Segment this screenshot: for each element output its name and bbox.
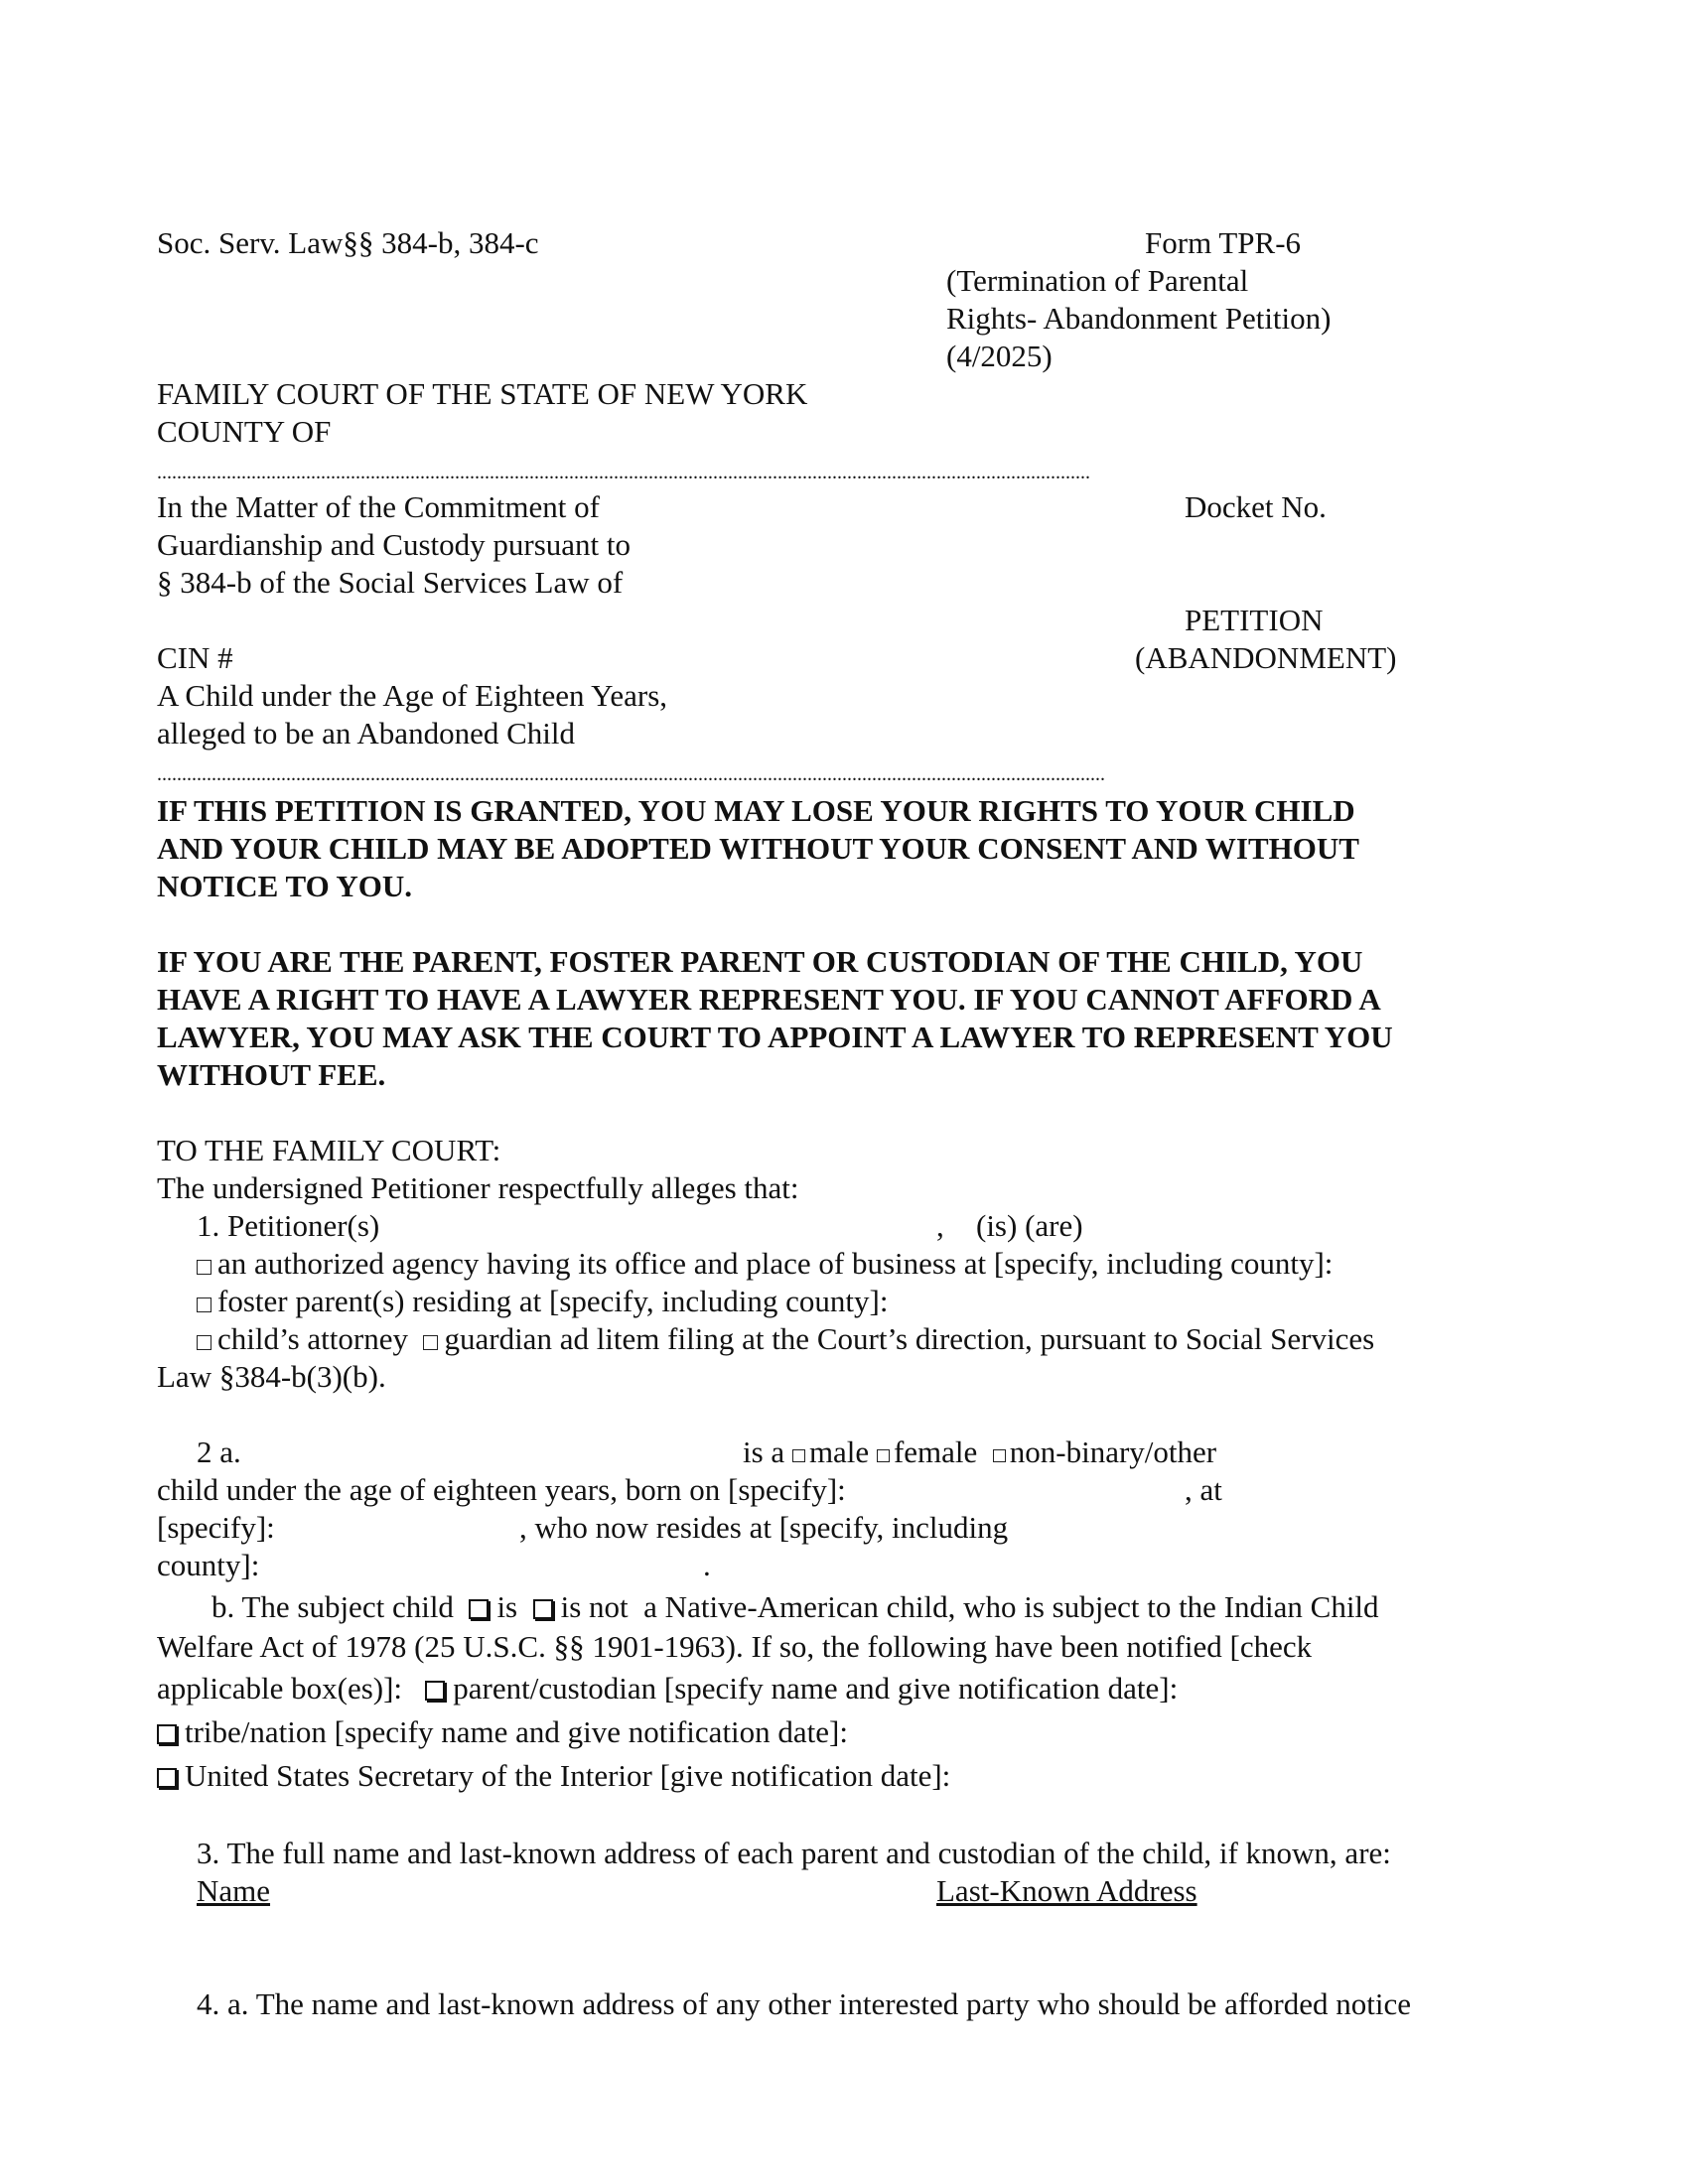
other-gender-label: non-binary/other: [1009, 1434, 1217, 1469]
warning1-line1: IF THIS PETITION IS GRANTED, YOU MAY LOSE YOUR RIGHTS TO YOUR CHILD: [157, 793, 1355, 828]
paragraph2a-label: 2 a.: [197, 1434, 241, 1469]
caption-line5: alleged to be an Abandoned Child: [157, 716, 575, 751]
petition-intro: The undersigned Petitioner respectfully alleges that:: [157, 1170, 799, 1205]
childs-attorney-checkbox[interactable]: [197, 1335, 211, 1350]
female-label: female: [893, 1434, 978, 1469]
guardian-ad-litem-checkbox[interactable]: [423, 1335, 438, 1350]
form-description-line1: (Termination of Parental: [946, 263, 1249, 298]
petition-type: (ABANDONMENT): [1135, 640, 1397, 675]
applicable-boxes-text: applicable box(es)]:: [157, 1671, 403, 1706]
icwa-line1: [211, 1588, 1379, 1626]
address-column-header: Last-Known Address: [936, 1873, 1197, 1908]
birth-place-specify: [specify]:: [157, 1510, 275, 1545]
county-prompt: county]:: [157, 1548, 260, 1582]
secretary-interior-checkbox[interactable]: [157, 1768, 177, 1788]
form-id: Form TPR-6: [1145, 225, 1302, 260]
agency-option-text: an authorized agency having its office and place of business at [specify, including county]:: [217, 1246, 1334, 1281]
icwa-line4: [157, 1713, 848, 1751]
native-american-is-not-checkbox[interactable]: [533, 1599, 553, 1619]
guardian-ad-litem-text: guardian ad litem filing at the Court’s direction, pursuant to Social Services: [444, 1321, 1375, 1356]
statute-citation: Soc. Serv. Law§§ 384-b, 384-c: [157, 225, 539, 260]
tribe-nation-checkbox[interactable]: [157, 1724, 177, 1744]
warning2-line2: HAVE A RIGHT TO HAVE A LAWYER REPRESENT YOU. IF YOU CANNOT AFFORD A: [157, 982, 1381, 1017]
is-not-label: is not: [560, 1589, 629, 1624]
foster-parent-checkbox[interactable]: [197, 1297, 211, 1312]
caption-line2: Guardianship and Custody pursuant to: [157, 527, 632, 562]
paragraph1-label: 1. Petitioner(s): [197, 1208, 380, 1243]
foster-option-text: foster parent(s) residing at [specify, including county]:: [217, 1284, 889, 1318]
female-checkbox[interactable]: [877, 1449, 890, 1462]
warning1-line3: NOTICE TO YOU.: [157, 869, 412, 903]
other-gender-checkbox[interactable]: [993, 1449, 1006, 1462]
is-label: is: [496, 1589, 518, 1624]
caption-divider-bottom: ...............................................................................................................................................................................................: [157, 763, 1105, 785]
county-label: COUNTY OF: [157, 414, 332, 449]
paragraph3-text: 3. The full name and last-known address of each parent and custodian of the child, if known, are:: [197, 1836, 1391, 1870]
icwa-subject-text: b. The subject child: [211, 1589, 454, 1624]
birth-date-prompt: child under the age of eighteen years, born on [specify]:: [157, 1472, 846, 1507]
warning2-line1: IF YOU ARE THE PARENT, FOSTER PARENT OR CUSTODIAN OF THE CHILD, YOU: [157, 944, 1363, 979]
icwa-line5: [157, 1757, 950, 1795]
is-a-text: is a: [743, 1434, 785, 1469]
to-family-court: TO THE FAMILY COURT:: [157, 1133, 501, 1167]
petition-title: PETITION: [1185, 603, 1324, 637]
childs-attorney-text: child’s attorney: [217, 1321, 408, 1356]
caption-divider-top: ............................................................................................................................................................................................: [157, 462, 1090, 483]
petitioner-option-agency: [197, 1245, 1333, 1283]
warning1-line2: AND YOUR CHILD MAY BE ADOPTED WITHOUT YOUR CONSENT AND WITHOUT: [157, 831, 1359, 866]
gender-options: [743, 1433, 1216, 1471]
icwa-line2: Welfare Act of 1978 (25 U.S.C. §§ 1901-1963). If so, the following have been notified [check: [157, 1629, 1313, 1664]
parent-custodian-checkbox[interactable]: [425, 1681, 445, 1701]
warning2-line4: WITHOUT FEE.: [157, 1057, 386, 1092]
court-name: FAMILY COURT OF THE STATE OF NEW YORK: [157, 376, 808, 411]
birth-place-prompt: , at: [1185, 1472, 1222, 1507]
icwa-subject-to-text: a Native-American child, who is subject to the Indian Child: [643, 1589, 1379, 1624]
caption-line1: In the Matter of the Commitment of: [157, 489, 600, 524]
residence-prompt: , who now resides at [specify, including: [519, 1510, 1009, 1545]
paragraph1-isare: (is) (are): [976, 1208, 1083, 1243]
petitioner-option-law-cite: Law §384-b(3)(b).: [157, 1359, 386, 1394]
male-checkbox[interactable]: [792, 1449, 805, 1462]
petitioner-option-attorney: [197, 1320, 1374, 1358]
warning2-line3: LAWYER, YOU MAY ASK THE COURT TO APPOINT A LAWYER TO REPRESENT YOU: [157, 1020, 1393, 1054]
secretary-interior-text: United States Secretary of the Interior [give notification date]:: [185, 1758, 951, 1793]
tribe-nation-text: tribe/nation [specify name and give notification date]:: [185, 1714, 848, 1749]
petitioner-option-foster: [197, 1283, 888, 1320]
parent-custodian-text: parent/custodian [specify name and give notification date]:: [453, 1671, 1179, 1706]
agency-checkbox[interactable]: [197, 1260, 211, 1275]
form-description-line2: Rights- Abandonment Petition): [946, 301, 1332, 336]
caption-line3: § 384-b of the Social Services Law of: [157, 565, 624, 600]
caption-line4: A Child under the Age of Eighteen Years,: [157, 678, 668, 713]
cin-label: CIN #: [157, 640, 233, 675]
county-period: .: [703, 1548, 711, 1582]
name-column-header: Name: [197, 1873, 271, 1908]
docket-label: Docket No.: [1185, 489, 1327, 524]
paragraph1-comma: ,: [936, 1208, 944, 1243]
male-label: male: [808, 1434, 870, 1469]
paragraph4a-text: 4. a. The name and last-known address of any other interested party who should be afforded notice: [197, 1986, 1411, 2021]
native-american-is-checkbox[interactable]: [469, 1599, 489, 1619]
icwa-line3: [157, 1670, 1178, 1707]
form-date: (4/2025): [946, 339, 1053, 373]
